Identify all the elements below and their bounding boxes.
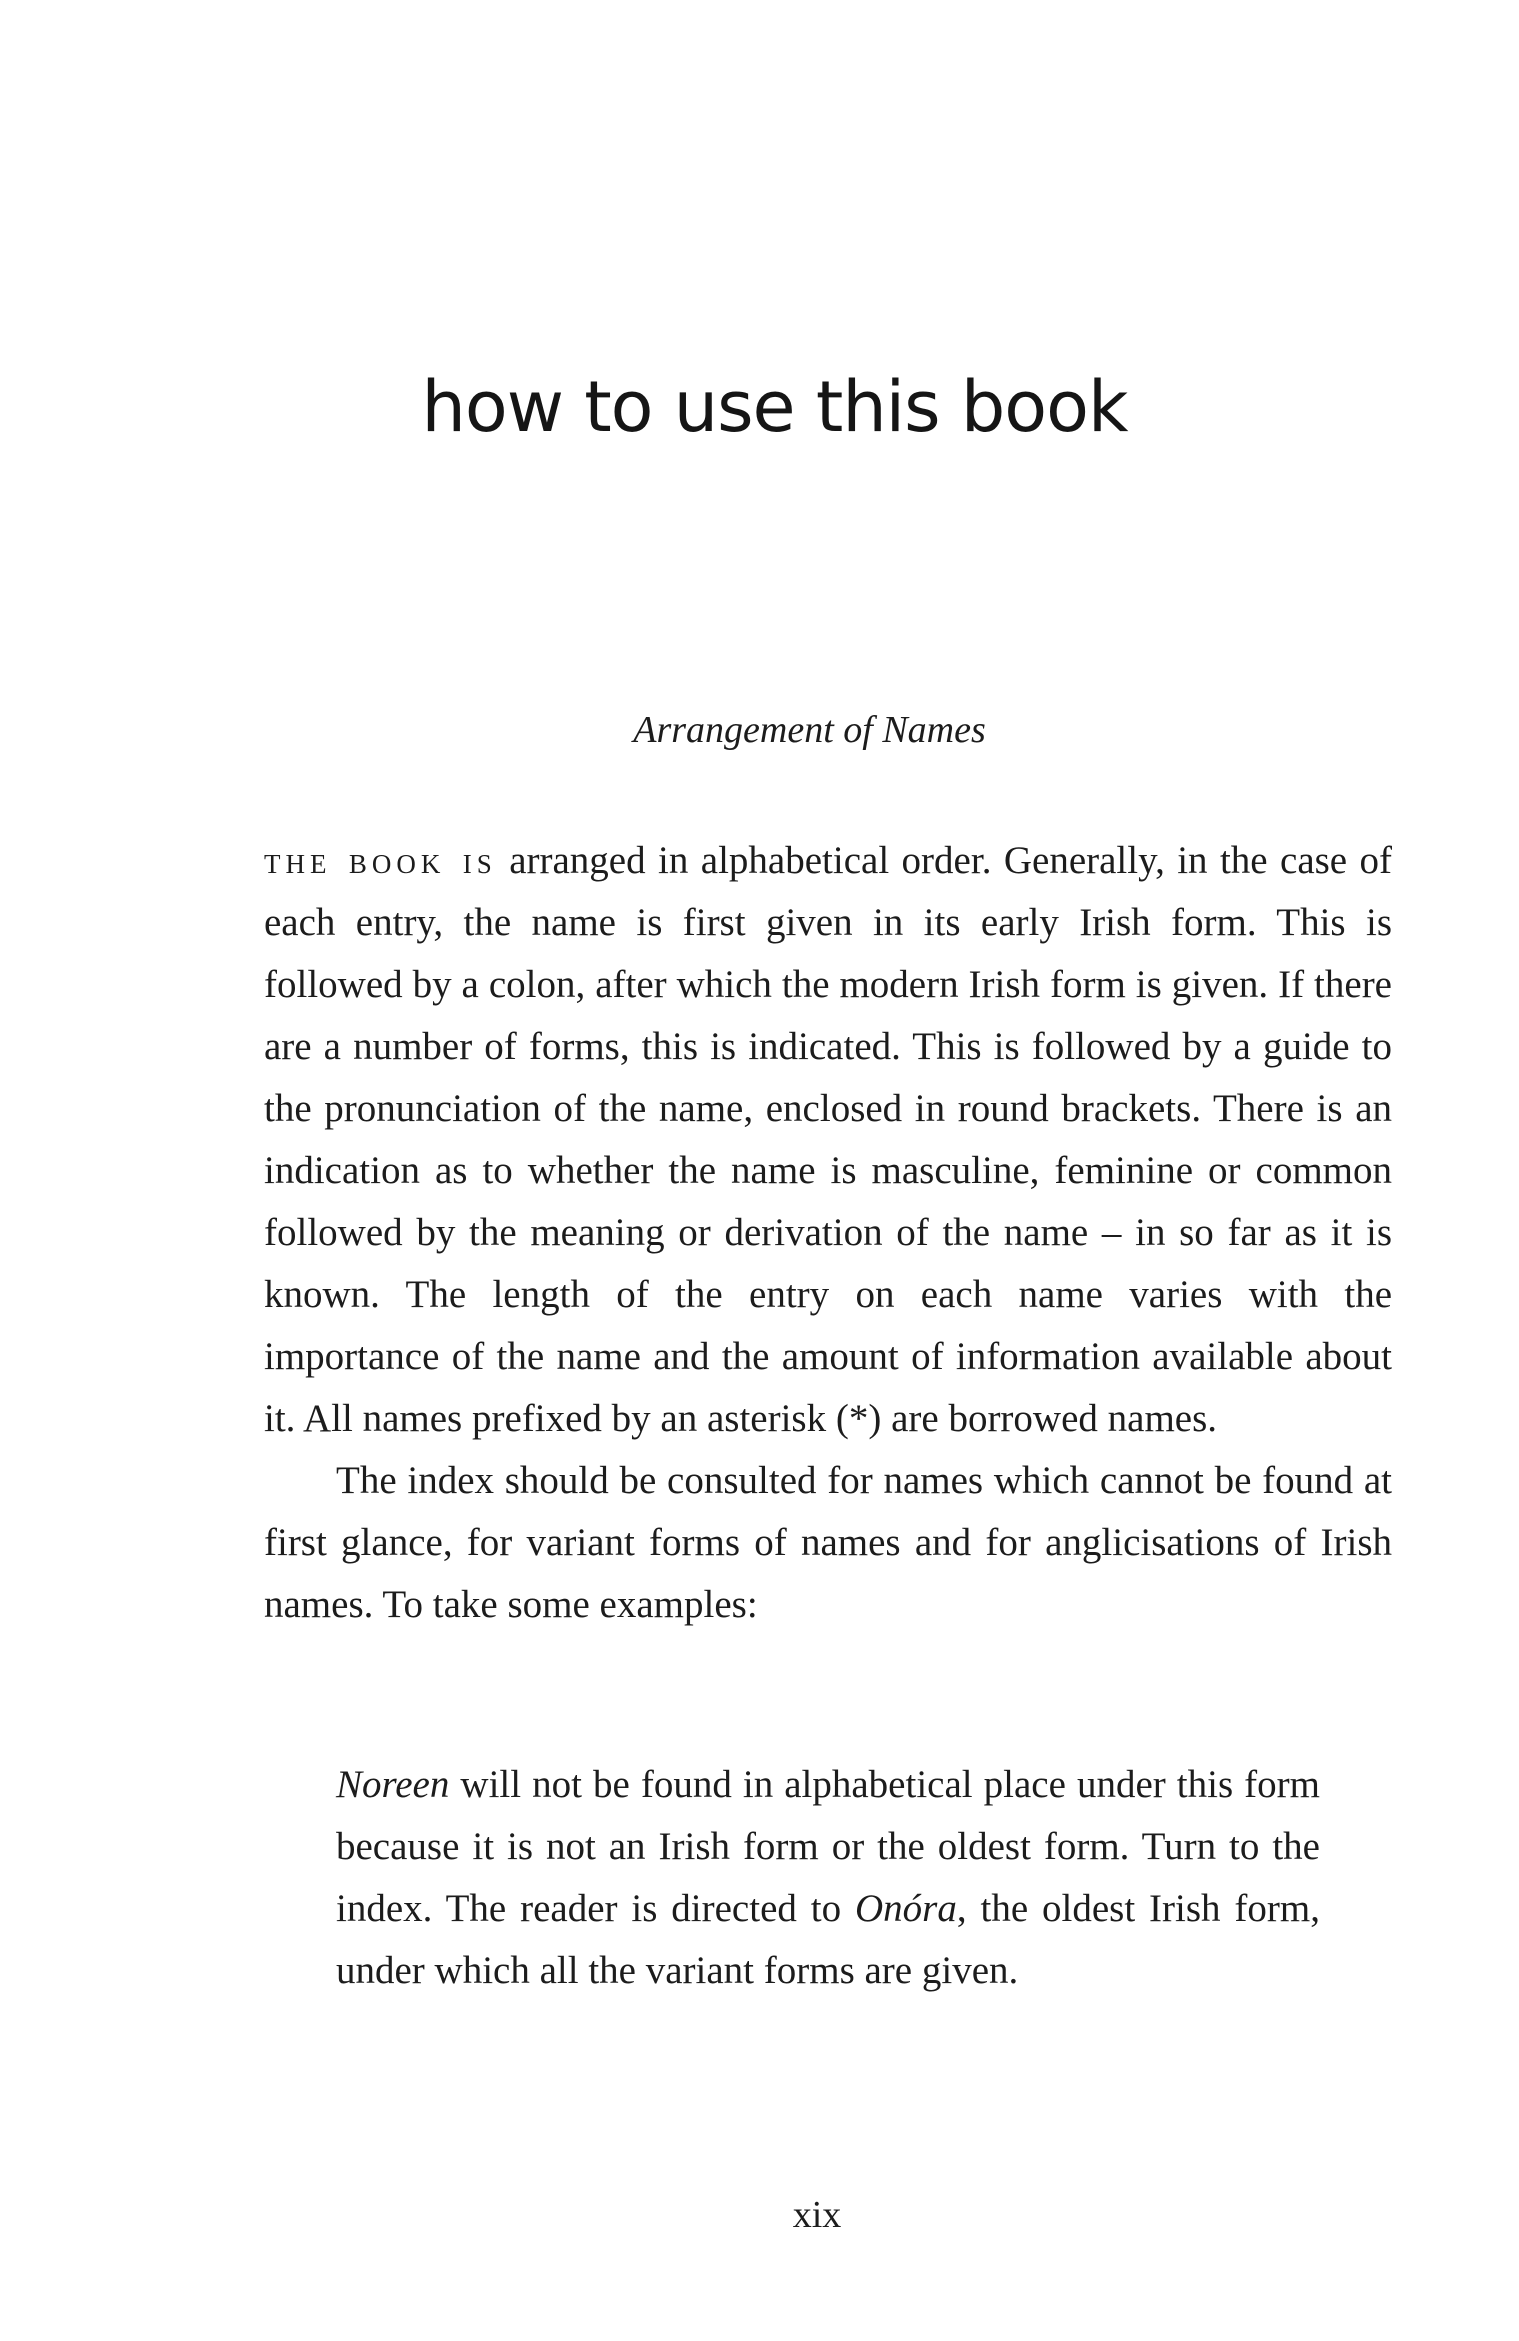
section-heading: Arrangement of Names <box>633 709 986 751</box>
example-name-onora: Onóra <box>855 1887 957 1930</box>
example-text-1: will not be found in alphabetical place under this form because it is not an Irish form or the oldest form. Turn to the index. The reader is directed to <box>336 1763 1320 1930</box>
lead-in-smallcaps: the book is <box>264 839 497 882</box>
paragraph-1 <box>264 830 1392 1450</box>
body-text <box>264 830 1392 1636</box>
page-title: how to use this book <box>421 366 1128 448</box>
example-name-noreen: Noreen <box>336 1763 450 1806</box>
paragraph-2-text: The index should be consulted for names which cannot be found at first glance, for variant forms of names and for anglicisations of Irish names. To take some examples: <box>264 1459 1392 1626</box>
example-text-2: , the oldest Irish form, under which all the variant forms are given. <box>336 1887 1320 1992</box>
example-block <box>336 1754 1320 2002</box>
example-paragraph <box>336 1754 1320 2002</box>
page-number: xix <box>792 2194 842 2236</box>
paragraph-1-text: arranged in alphabetical order. Generally, in the case of each entry, the name is first given in its early Irish form. This is followed by a colon, after which the modern Irish form is given. If there are a number of forms, this is indicated. This is followed by a guide to the pronunciation of the name, enclosed in round brackets. There is an indication as to whether the name is masculine, feminine or common followed by the meaning or derivation of the name – in so far as it is known. The length of the entry on each name varies with the importance of the name and the amount of information available about it. All names prefixed by an asterisk (*) are borrowed names. <box>264 839 1393 1440</box>
paragraph-2 <box>264 1450 1392 1636</box>
